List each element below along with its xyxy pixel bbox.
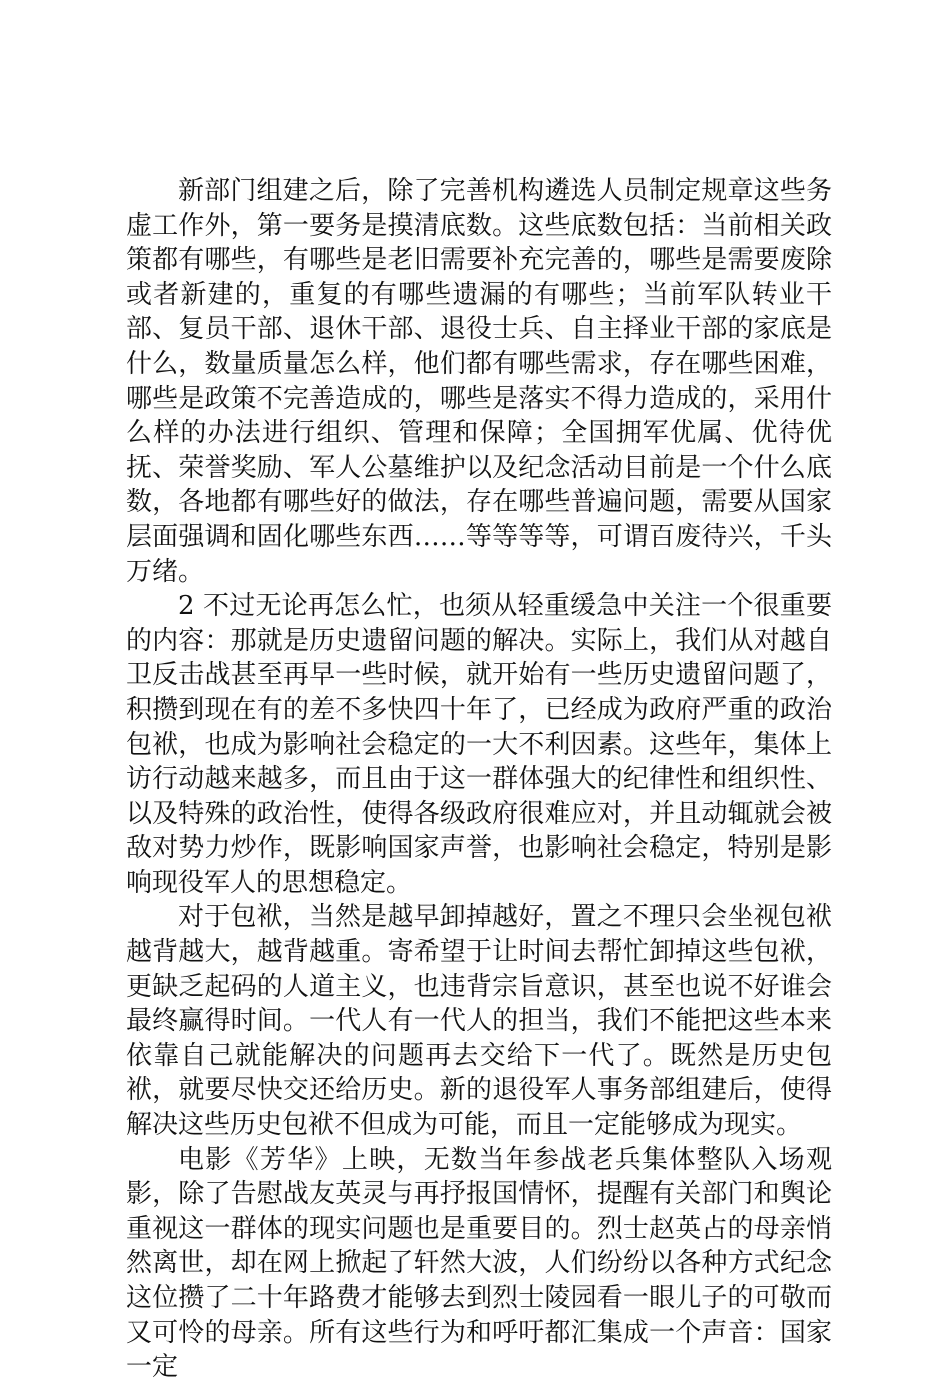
paragraph-1: 新部门组建之后，除了完善机构遴选人员制定规章这些务虚工作外，第一要务是摸清底数。这些底数包括：当前相关政策都有哪些，有哪些是老旧需要补充完善的，哪些是需要废除或者新建的，重复的有哪些遗漏的有哪些；当前军队转业干部、复员干部、退休干部、退役士兵、自主择业干部的家底是什么，数量质量怎么样，他们都有哪些需求，存在哪些困难，哪些是政策不完善造成的，哪些是落实不得力造成的，采用什么样的办法进行组织、管理和保障；全国拥军优属、优待优抚、荣誉奖励、军人公墓维护以及纪念活动目前是一个什么底数，各地都有哪些好的做法，存在哪些普遍问题，需要从国家层面强调和固化哪些东西……等等等等，可谓百废待兴，千头万绪。 bbox=[126, 176, 832, 587]
paragraph-3: 对于包袱，当然是越早卸掉越好，置之不理只会坐视包袱越背越大，越背越重。寄希望于让时间去帮忙卸掉这些包袱，更缺乏起码的人道主义，也违背宗旨意识，甚至也说不好谁会最终赢得时间。一代人有一代人的担当，我们不能把这些本来依靠自己就能解决的问题再去交给下一代了。既然是历史包袱，就要尽快交还给历史。新的退役军人事务部组建后，使得解决这些历史包袱不但成为可能，而且一定能够成为现实。 bbox=[126, 902, 832, 1141]
document-body bbox=[126, 174, 832, 1385]
paragraph-4: 电影《芳华》上映，无数当年参战老兵集体整队入场观影，除了告慰战友英灵与再抒报国情怀，提醒有关部门和舆论重视这一群体的现实问题也是重要目的。烈士赵英占的母亲悄然离世，却在网上掀起了轩然大波，人们纷纷以各种方式纪念这位攒了二十年路费才能够去到烈士陵园看一眼儿子的可敬而又可怜的母亲。所有这些行为和呼吁都汇集成一个声音：国家一定 bbox=[126, 1144, 832, 1383]
paragraph-2: 2 不过无论再怎么忙，也须从轻重缓急中关注一个很重要的内容：那就是历史遗留问题的解决。实际上，我们从对越自卫反击战甚至再早一些时候，就开始有一些历史遗留问题了，积攒到现在有的差不多快四十年了，已经成为政府严重的政治包袱，也成为影响社会稳定的一大不利因素。这些年，集体上访行动越来越多，而且由于这一群体强大的纪律性和组织性、以及特殊的政治性，使得各级政府很难应对，并且动辄就会被敌对势力炒作，既影响国家声誉，也影响社会稳定，特别是影响现役军人的思想稳定。 bbox=[126, 591, 832, 898]
